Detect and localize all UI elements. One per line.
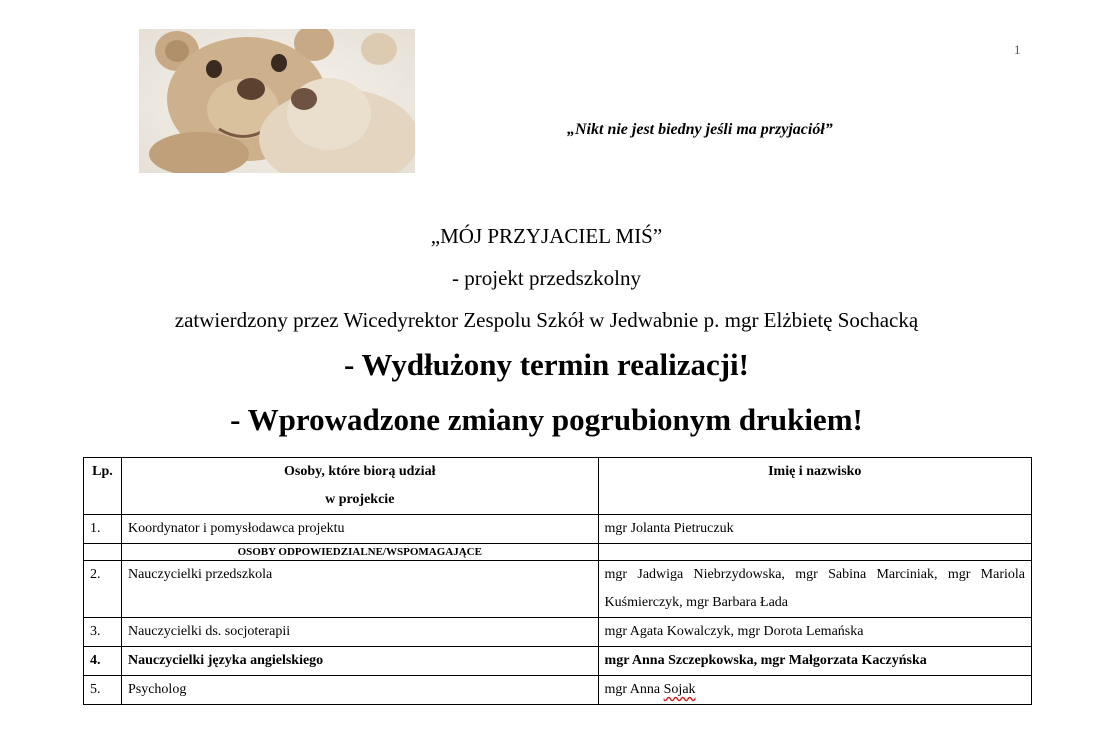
motto-quote: „Nikt nie jest biedny jeśli ma przyjaciół”	[567, 121, 833, 138]
table-row	[84, 561, 1032, 618]
table-row	[84, 676, 1032, 705]
row-lp: 1.	[84, 515, 122, 544]
row-lp: 5.	[84, 676, 122, 705]
row-role: Nauczycielki przedszkola	[121, 561, 598, 618]
header-role-line1: Osoby, które biorą udział	[284, 464, 436, 479]
header-role	[121, 458, 598, 515]
table-header-row	[84, 458, 1032, 515]
row-lp	[84, 544, 122, 561]
section-label: OSOBY ODPOWIEDZIALNE/WSPOMAGAJĄCE	[121, 544, 598, 561]
participants-table	[83, 457, 1032, 705]
spellcheck-marked-name: Sojak	[663, 682, 696, 697]
header-names: Imię i nazwisko	[598, 458, 1031, 515]
row-role: Nauczycielki języka angielskiego	[121, 647, 598, 676]
header-lp: Lp.	[84, 458, 122, 515]
names-prefix: mgr Anna	[604, 682, 664, 697]
row-names	[598, 544, 1031, 561]
header-role-line2: w projekcie	[325, 492, 395, 507]
row-names: mgr Jadwiga Niebrzydowska, mgr Sabina Marciniak, mgr Mariola Kuśmierczyk, mgr Barbara Łada	[598, 561, 1031, 618]
row-names: mgr Agata Kowalczyk, mgr Dorota Lemańska	[598, 618, 1031, 647]
row-lp: 3.	[84, 618, 122, 647]
approval-line: zatwierdzony przez Wicedyrektor Zespolu Szkół w Jedwabnie p. mgr Elżbietę Sochacką	[174, 308, 919, 332]
row-names: mgr Jolanta Pietruczuk	[598, 515, 1031, 544]
row-names	[598, 676, 1031, 705]
table-row	[84, 618, 1032, 647]
row-names: mgr Anna Szczepkowska, mgr Małgorzata Kaczyńska	[598, 647, 1031, 676]
project-title: „MÓJ PRZYJACIEL MIŚ”	[430, 224, 663, 248]
row-role: Nauczycielki ds. socjoterapii	[121, 618, 598, 647]
page-number: 1	[1014, 42, 1021, 57]
row-role: Psycholog	[121, 676, 598, 705]
row-lp: 2.	[84, 561, 122, 618]
changes-bold-notice: - Wprowadzone zmiany pogrubionym drukiem!	[230, 402, 863, 437]
table-row	[84, 515, 1032, 544]
row-lp: 4.	[84, 647, 122, 676]
teddy-bears-photo	[139, 29, 415, 173]
project-subtitle: - projekt przedszkolny	[452, 266, 641, 290]
table-section-row	[84, 544, 1032, 561]
row-role: Koordynator i pomysłodawca projektu	[121, 515, 598, 544]
table-row	[84, 647, 1032, 676]
extended-deadline-notice: - Wydłużony termin realizacji!	[344, 347, 749, 382]
